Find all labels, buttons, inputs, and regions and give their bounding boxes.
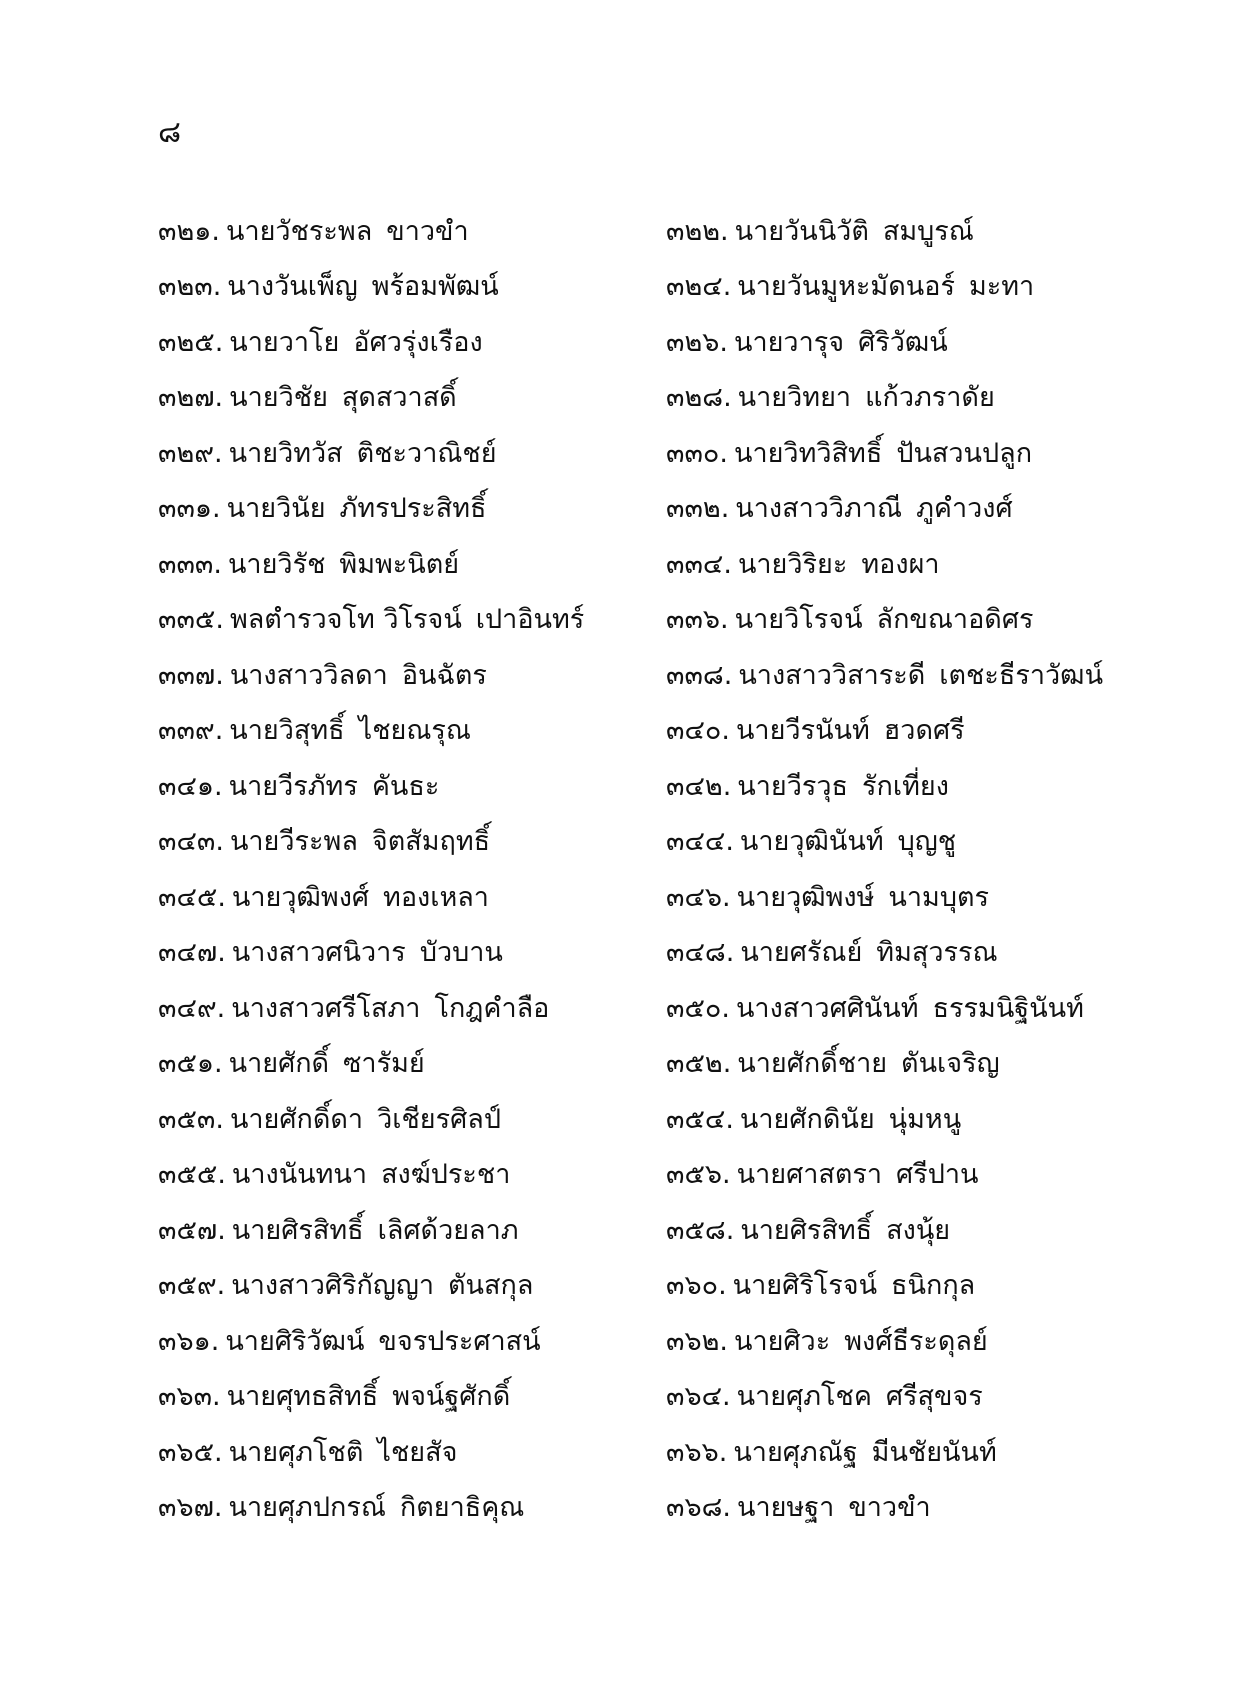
list-item — [666, 1492, 1118, 1524]
entry-number: ๓๒๘. — [666, 382, 732, 414]
entry-surname: ภูคำวงศ์ — [916, 493, 1013, 525]
entry-name: นายวุฒิพงศ์ — [231, 881, 370, 913]
entry-name: นายศิรสิทธิ์ — [740, 1214, 873, 1246]
entry-surname: เตชะธีราวัฒน์ — [939, 659, 1104, 691]
entry-name: นางสาววิภาณี — [735, 493, 903, 525]
entry-surname: กิตยาธิคุณ — [399, 1492, 525, 1524]
entry-surname: ตันสกุล — [448, 1270, 534, 1302]
entry-number: ๓๒๑. — [158, 215, 220, 247]
entry-surname: ตันเจริญ — [901, 1048, 1000, 1080]
entry-number: ๓๔๙. — [158, 992, 226, 1024]
list-item — [666, 493, 1118, 525]
entry-surname: รักเที่ยง — [862, 770, 949, 802]
entry-number: ๓๖๒. — [666, 1325, 728, 1357]
entry-surname: บัวบาน — [419, 937, 503, 969]
entry-number: ๓๓๕. — [158, 604, 224, 636]
entry-surname: อินฉัตร — [401, 659, 487, 691]
list-item — [158, 271, 666, 303]
entry-number: ๓๔๐. — [666, 715, 730, 747]
entry-name: นายศุภปกรณ์ — [228, 1492, 386, 1524]
entry-number: ๓๖๔. — [666, 1381, 731, 1413]
entry-name: นายศุภโชค — [736, 1381, 872, 1413]
entry-surname: สงฆ์ประชา — [381, 1159, 511, 1191]
entry-number: ๓๔๖. — [666, 881, 731, 913]
entry-number: ๓๕๑. — [158, 1048, 223, 1080]
entry-name: นางนันทนา — [231, 1159, 368, 1191]
list-item — [666, 1437, 1118, 1469]
entry-number: ๓๔๓. — [158, 826, 224, 858]
entry-surname: สุดสวาสดิ์ — [341, 382, 457, 414]
entry-surname: แก้วภราดัย — [865, 382, 995, 414]
list-item — [158, 1492, 666, 1524]
list-item — [158, 604, 666, 636]
entry-name: นายวุฒิพงษ์ — [736, 881, 875, 913]
entry-surname: เปาอินทร์ — [475, 604, 585, 636]
entry-surname: พิมพะนิตย์ — [339, 548, 460, 580]
entry-surname: ทองเหลา — [383, 881, 489, 913]
entry-surname: มะทา — [968, 271, 1035, 303]
entry-name: นายษฐา — [737, 1492, 835, 1524]
list-item — [158, 882, 666, 914]
entry-name: นายศาสตรา — [736, 1159, 883, 1191]
list-item — [158, 438, 666, 470]
entry-surname: ขาวขำ — [848, 1492, 931, 1524]
entry-number: ๓๒๗. — [158, 382, 224, 414]
list-item — [158, 771, 666, 803]
entry-number: ๓๖๘. — [666, 1492, 732, 1524]
entry-name: นายศักดินัย — [739, 1103, 875, 1135]
entry-number: ๓๖๕. — [158, 1436, 223, 1468]
entry-name: นายวิชัย — [229, 382, 328, 414]
list-item — [666, 660, 1118, 692]
entry-name: นายวิทวิสิทธิ์ — [733, 437, 883, 469]
name-list — [158, 204, 1118, 1536]
entry-surname: ขาวขำ — [386, 215, 469, 247]
list-item — [158, 216, 666, 248]
entry-name: นายวินัย — [226, 493, 326, 525]
entry-surname: ศรีปาน — [896, 1159, 979, 1191]
list-item — [158, 826, 666, 858]
entry-name: นางสาววิลดา — [229, 659, 388, 691]
entry-name: นายวิทวัส — [228, 437, 343, 469]
list-item — [666, 438, 1118, 470]
entry-name: นายศิริโรจน์ — [732, 1270, 878, 1302]
entry-surname: ศรีสุขจร — [885, 1381, 983, 1413]
entry-surname: มีนชัยนันท์ — [871, 1436, 997, 1468]
entry-number: ๓๓๐. — [666, 437, 728, 469]
entry-number: ๓๓๖. — [666, 604, 729, 636]
entry-name: นายวิรัช — [227, 548, 326, 580]
list-item — [666, 382, 1118, 414]
entry-name: นายศักดิ์ชาย — [737, 1048, 888, 1080]
list-item — [666, 937, 1118, 969]
entry-name: นายวีรนันท์ — [735, 715, 870, 747]
list-item — [666, 1159, 1118, 1191]
entry-name: นางสาวศนิวาร — [231, 937, 406, 969]
entry-name: นางสาวศิริกัญญา — [231, 1270, 435, 1302]
entry-name: นายวิริยะ — [737, 548, 848, 580]
entry-surname: ติชะวาณิชย์ — [356, 437, 497, 469]
entry-number: ๓๖๓. — [158, 1381, 221, 1413]
entry-surname: ภัทรประสิทธิ์ — [339, 493, 487, 525]
entry-number: ๓๕๗. — [158, 1214, 226, 1246]
entry-number: ๓๕๖. — [666, 1159, 731, 1191]
list-item — [666, 1215, 1118, 1247]
list-item — [666, 715, 1118, 747]
entry-number: ๓๖๖. — [666, 1436, 728, 1468]
entry-surname: เลิศด้วยลาภ — [377, 1214, 519, 1246]
entry-name: นายวีรภัทร — [228, 770, 358, 802]
list-item — [158, 1326, 666, 1358]
entry-surname: พจน์ฐศักดิ์ — [392, 1381, 511, 1413]
entry-number: ๓๒๒. — [666, 215, 729, 247]
entry-name: นายวันมูหะมัดนอร์ — [737, 271, 955, 303]
entry-name: พลตำรวจโท วิโรจน์ — [229, 604, 462, 636]
list-item — [666, 1326, 1118, 1358]
entry-number: ๓๓๗. — [158, 659, 224, 691]
entry-number: ๓๓๙. — [158, 715, 224, 747]
list-item — [158, 1048, 666, 1080]
entry-number: ๓๕๓. — [158, 1103, 224, 1135]
list-item — [158, 937, 666, 969]
list-item — [666, 549, 1118, 581]
page-number: ๘ — [158, 115, 182, 150]
entry-number: ๓๓๓. — [158, 548, 222, 580]
entry-surname: ปันสวนปลูก — [896, 437, 1033, 469]
entry-number: ๓๕๘. — [666, 1214, 735, 1246]
entry-number: ๓๒๕. — [158, 326, 224, 358]
entry-surname: ทองผา — [861, 548, 940, 580]
entry-surname: นามบุตร — [888, 881, 989, 913]
entry-surname: ซารัมย์ — [343, 1048, 425, 1080]
list-item — [666, 1048, 1118, 1080]
entry-name: นายวีรวุธ — [737, 770, 849, 802]
entry-name: นายศุทธสิทธิ์ — [226, 1381, 379, 1413]
list-item — [158, 1381, 666, 1413]
entry-number: ๓๔๕. — [158, 881, 226, 913]
entry-name: นางวันเพ็ญ — [227, 271, 358, 303]
entry-number: ๓๔๒. — [666, 770, 732, 802]
list-item — [158, 549, 666, 581]
list-item — [158, 382, 666, 414]
list-item — [666, 327, 1118, 359]
list-item — [158, 1270, 666, 1302]
entry-number: ๓๖๐. — [666, 1270, 727, 1302]
entry-number: ๓๔๔. — [666, 826, 734, 858]
entry-surname: ลักขณาอดิศร — [876, 604, 1034, 636]
entry-name: นายวีระพล — [229, 826, 358, 858]
list-item — [158, 1215, 666, 1247]
entry-surname: สงนุ้ย — [886, 1214, 951, 1246]
entry-surname: พร้อมพัฒน์ — [371, 271, 499, 303]
entry-surname: โกฎคำลือ — [434, 992, 550, 1024]
list-item — [666, 1381, 1118, 1413]
entry-name: นางสาวศศินันท์ — [735, 992, 919, 1024]
list-item — [666, 826, 1118, 858]
entry-name: นายศิริวัฒน์ — [225, 1325, 365, 1357]
entry-name: นายศักดิ์ดา — [229, 1103, 364, 1135]
entry-surname: พงศ์ธีระดุลย์ — [844, 1325, 988, 1357]
list-item — [158, 993, 666, 1025]
entry-surname: อัศวรุ่งเรือง — [353, 326, 483, 358]
entry-surname: ธรรมนิฐินันท์ — [932, 992, 1084, 1024]
entry-name: นายวันนิวัติ — [734, 215, 869, 247]
entry-name: นายวุฒินันท์ — [739, 826, 884, 858]
entry-number: ๓๖๑. — [158, 1325, 220, 1357]
entry-surname: คันธะ — [371, 770, 440, 802]
entry-number: ๓๕๐. — [666, 992, 730, 1024]
entry-number: ๓๕๙. — [158, 1270, 226, 1302]
entry-name: นายวิสุทธิ์ — [229, 715, 345, 747]
list-item — [158, 1159, 666, 1191]
entry-number: ๓๕๒. — [666, 1048, 732, 1080]
entry-number: ๓๒๔. — [666, 271, 732, 303]
entry-number: ๓๔๑. — [158, 770, 223, 802]
list-item — [666, 1104, 1118, 1136]
entry-number: ๓๔๗. — [158, 937, 226, 969]
entry-surname: ไชยสัจ — [377, 1436, 458, 1468]
entry-name: นางสาววิสาระดี — [738, 659, 926, 691]
entry-name: นายศรัณย์ — [740, 937, 863, 969]
entry-name: นายวิโรจน์ — [734, 604, 863, 636]
entry-surname: ขจรประศาสน์ — [378, 1325, 541, 1357]
entry-name: นายวิทยา — [737, 382, 852, 414]
list-item — [666, 882, 1118, 914]
entry-name: นายศุภโชติ — [228, 1436, 364, 1468]
entry-number: ๓๔๘. — [666, 937, 735, 969]
entry-name: นายศักดิ์ — [228, 1048, 330, 1080]
entry-surname: ฮวดศรี — [883, 715, 965, 747]
entry-surname: นุ่มหนู — [888, 1103, 962, 1135]
list-item — [666, 216, 1118, 248]
entry-number: ๓๒๓. — [158, 271, 222, 303]
entry-surname: ธนิกกุล — [891, 1270, 976, 1302]
entry-surname: สมบูรณ์ — [882, 215, 974, 247]
entry-number: ๓๓๑. — [158, 493, 221, 525]
list-item — [666, 1270, 1118, 1302]
list-item — [158, 715, 666, 747]
list-item — [666, 993, 1118, 1025]
list-item — [666, 771, 1118, 803]
list-item — [666, 271, 1118, 303]
entry-number: ๓๒๙. — [158, 437, 223, 469]
list-item — [158, 1104, 666, 1136]
entry-number: ๓๕๔. — [666, 1103, 734, 1135]
entry-number: ๓๓๔. — [666, 548, 732, 580]
entry-number: ๓๓๒. — [666, 493, 730, 525]
list-item — [158, 1437, 666, 1469]
entry-number: ๓๖๗. — [158, 1492, 223, 1524]
list-item — [158, 493, 666, 525]
entry-number: ๓๕๕. — [158, 1159, 226, 1191]
list-item — [666, 604, 1118, 636]
entry-name: นายวารุจ — [733, 326, 845, 358]
entry-name: นายศิรสิทธิ์ — [231, 1214, 364, 1246]
entry-number: ๓๒๖. — [666, 326, 728, 358]
list-item — [158, 660, 666, 692]
entry-name: นายศิวะ — [733, 1325, 831, 1357]
entry-surname: ไชยณรุณ — [358, 715, 471, 747]
entry-name: นายวัชระพล — [225, 215, 373, 247]
entry-name: นายศุภณัฐ — [733, 1436, 858, 1468]
entry-surname: จิตสัมฤทธิ์ — [371, 826, 491, 858]
entry-surname: ทิมสุวรรณ — [876, 937, 998, 969]
entry-name: นางสาวศรีโสภา — [231, 992, 421, 1024]
entry-number: ๓๓๘. — [666, 659, 733, 691]
entry-surname: บุญชู — [897, 826, 957, 858]
entry-surname: ศิริวัฒน์ — [858, 326, 948, 358]
entry-name: นายวาโย — [229, 326, 340, 358]
entry-surname: วิเชียรศิลป์ — [377, 1103, 501, 1135]
list-item — [158, 327, 666, 359]
